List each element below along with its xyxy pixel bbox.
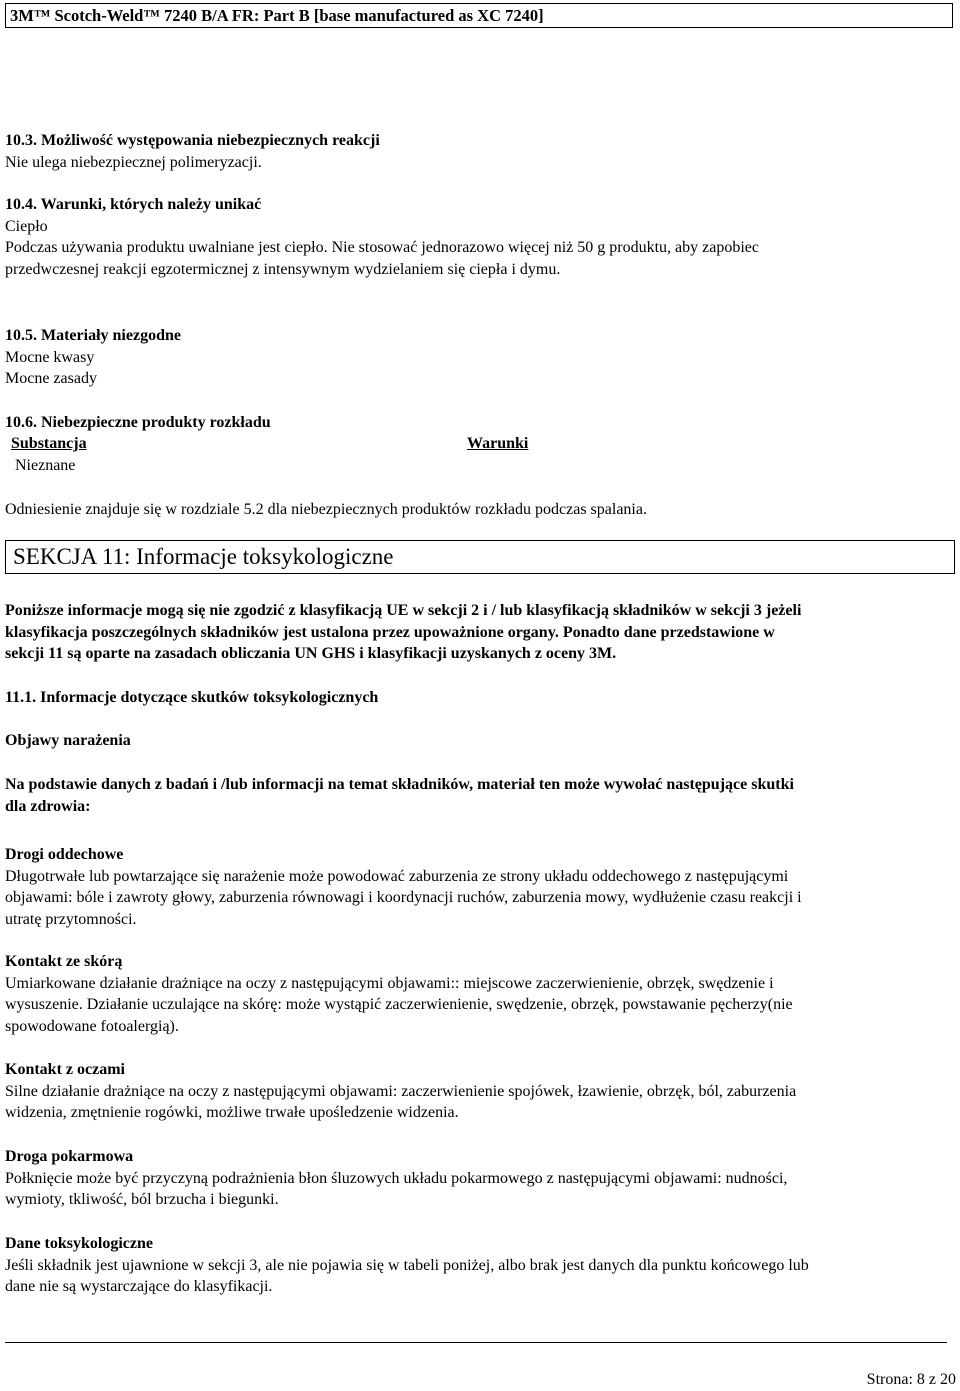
footer-divider xyxy=(5,1342,947,1343)
basis-line-2: dla zdrowia: xyxy=(5,797,91,815)
skin-contact-line-2: wysuszenie. Działanie uczulające na skórę: może wystąpić zaczerwienienie, swędzenie, obrzęk, powstawanie pęcherzy(nie xyxy=(5,996,793,1013)
section-11-1-heading: 11.1. Informacje dotyczące skutków toksykologicznych xyxy=(5,689,379,706)
respiratory-heading: Drogi oddechowe xyxy=(5,846,124,863)
eye-contact-block xyxy=(5,1059,955,1124)
skin-contact-heading: Kontakt ze skórą xyxy=(5,953,123,970)
section-10-4-line-2: Podczas używania produktu uwalniane jest ciepło. Nie stosować jednorazowo więcej niż 50 g produktu, aby zapobiec xyxy=(5,239,759,256)
toxicological-data-line-2: dane nie są wystarczające do klasyfikacji. xyxy=(5,1278,273,1295)
toxicological-data-line-1: Jeśli składnik jest ujawnione w sekcji 3, ale nie pojawia się w tabeli poniżej, albo brak jest danych dla punktu końcowego lub xyxy=(5,1256,809,1274)
incompatible-material-2: Mocne zasady xyxy=(5,370,97,387)
decomposition-table xyxy=(5,433,955,477)
section-10-6-note: Odniesienie znajduje się w rozdziale 5.2 dla niebezpiecznych produktów rozkładu podczas spalania. xyxy=(5,501,647,518)
section-10-4-line-3: przedwczesnej reakcji egzotermicznej z intensywnym wydzielaniem się ciepła i dymu. xyxy=(5,260,561,278)
section-10-4 xyxy=(5,194,955,280)
section-10-6-heading: 10.6. Niebezpieczne produkty rozkładu xyxy=(5,414,271,431)
eye-contact-heading: Kontakt z oczami xyxy=(5,1061,125,1078)
section-10-3-heading: 10.3. Możliwość występowania niebezpiecznych reakcji xyxy=(5,132,380,149)
skin-contact-line-1: Umiarkowane działanie drażniące na oczy z następującymi objawami:: miejscowe zaczerwienienie, obrzęk, swędzenie i xyxy=(5,974,774,992)
health-effects-basis xyxy=(5,774,955,817)
eye-contact-line-2: widzenia, zmętnienie rogówki, możliwe trwałe upośledzenie widzenia. xyxy=(5,1104,459,1121)
oral-line-2: wymioty, tkliwość, ból brzucha i biegunki. xyxy=(5,1191,279,1208)
eye-contact-line-1: Silne działanie drażniące na oczy z następującymi objawami: zaczerwienienie spojówek, łzawienie, obrzęk, ból, zaburzenia xyxy=(5,1082,797,1100)
intro-line-3: sekcji 11 są oparte na zasadach obliczania UN GHS i klasyfikacji uzyskanych z oceny 3M. xyxy=(5,645,617,662)
oral-block xyxy=(5,1146,955,1211)
toxicological-data-heading: Dane toksykologiczne xyxy=(5,1235,153,1252)
section-10-5 xyxy=(5,325,955,390)
skin-contact-block xyxy=(5,951,955,1037)
incompatible-material-1: Mocne kwasy xyxy=(5,348,95,366)
respiratory-line-1: Długotrwałe lub powtarzające się narażenie może powodować zaburzenia ze strony układu oddechowego z następującymi xyxy=(5,867,789,885)
basis-line-1: Na podstawie danych z badań i /lub informacji na temat składników, materiał ten może wywołać następujące skutki xyxy=(5,776,794,793)
oral-heading: Droga pokarmowa xyxy=(5,1148,134,1165)
exposure-symptoms-heading: Objawy narażenia xyxy=(5,732,131,749)
respiratory-block xyxy=(5,844,955,930)
skin-contact-line-3: spowodowane fotoalergią). xyxy=(5,1017,179,1035)
document-header-title: 3M™ Scotch-Weld™ 7240 B/A FR: Part B [base manufactured as XC 7240] xyxy=(5,3,953,28)
section-10-3-text: Nie ulega niebezpiecznej polimeryzacji. xyxy=(5,153,262,171)
section-10-5-heading: 10.5. Materiały niezgodne xyxy=(5,327,181,344)
section-11-intro xyxy=(5,600,955,665)
respiratory-line-2: objawami: bóle i zawroty głowy, zaburzenia równowagi i koordynacji ruchów, zaburzenia mowy, wydłużenie czasu reakcji i xyxy=(5,889,802,906)
table-row-substance: Nieznane xyxy=(15,457,76,474)
section-10-4-line-1: Ciepło xyxy=(5,217,48,235)
section-11-title: SEKCJA 11: Informacje toksykologiczne xyxy=(5,540,955,574)
intro-line-1: Poniższe informacje mogą się nie zgodzić z klasyfikacją UE w sekcji 2 i / lub klasyfikacją składników w sekcji 3 jeżeli xyxy=(5,602,802,619)
section-10-4-heading: 10.4. Warunki, których należy unikać xyxy=(5,196,262,213)
section-10-3 xyxy=(5,130,955,173)
column-header-substance: Substancja xyxy=(11,435,87,452)
column-header-conditions: Warunki xyxy=(467,435,529,452)
section-10-6 xyxy=(5,412,955,434)
toxicological-data-block xyxy=(5,1233,955,1298)
oral-line-1: Połknięcie może być przyczyną podrażnienia błon śluzowych układu pokarmowego z następującymi objawami: nudności, xyxy=(5,1169,788,1187)
page-number: Strona: 8 z 20 xyxy=(866,1371,956,1388)
intro-line-2: klasyfikacja poszczególnych składników jest ustalona przez upoważnione organy. Ponadto dane przedstawione w xyxy=(5,623,775,641)
respiratory-line-3: utratę przytomności. xyxy=(5,910,137,928)
